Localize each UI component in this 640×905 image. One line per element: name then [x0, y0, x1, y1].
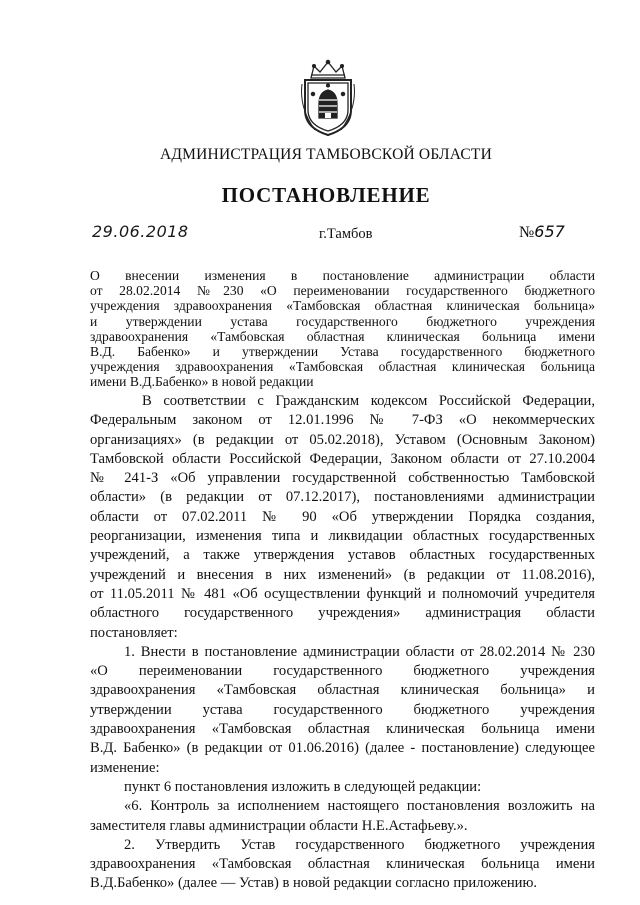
coat-of-arms-emblem [297, 58, 359, 138]
body-line: здравоохранения «Тамбовская областная клиническая больница» и [90, 682, 595, 699]
body-line: Федеральным законом от 12.01.1996 № 7-ФЗ «О некоммерческих [90, 412, 595, 429]
body-line: учреждений, а также утверждения уставов областных государственных [90, 547, 595, 564]
title-line: О внесении изменения в постановление администрации области [90, 268, 595, 283]
title-line: от 28.02.2014 №230 «О переименовании государственного бюджетного [90, 283, 595, 299]
document-date: 29.06.2018 [92, 222, 189, 241]
title-line: здравоохранения «Тамбовская областная клиническая больница имени [90, 328, 595, 344]
body-line: В.Д. Бабенко» (в редакции от 01.06.2016) (далее - постановление) следующее [90, 740, 595, 757]
title-line: учреждения здравоохранения «Тамбовская областная клиническая больница [90, 359, 595, 375]
body-line: от 11.05.2011 № 481 «Об осуществлении функций и полномочий учредителя [90, 585, 595, 602]
document-body [90, 392, 595, 894]
title-line: имени В.Д.Бабенко» в новой редакции [90, 374, 314, 390]
body-line: 2. Утвердить Устав государственного бюджетного учреждения [124, 836, 595, 853]
document-title [90, 268, 595, 390]
body-line: «6. Контроль за исполнением настоящего постановления возложить на [124, 798, 595, 815]
body-line: заместителя главы администрации области Н.Е.Астафьеву.». [90, 817, 468, 834]
body-line: постановляет: [90, 624, 178, 641]
document-number [519, 222, 565, 242]
body-line: В соответствии с Гражданским кодексом Российской Федерации, [142, 393, 595, 409]
body-line: Тамбовской области Российской Федерации, Законом области от 27.10.2004 [90, 450, 595, 467]
body-line: здравоохранения «Тамбовская областная клиническая больница имени [90, 721, 595, 738]
body-line: утверждении устава государственного бюджетного учреждения [90, 701, 595, 718]
title-line: и утверждении устава государственного бюджетного учреждения [90, 313, 595, 329]
title-line: В.Д. Бабенко» и утверждении Устава государственного бюджетного [90, 344, 595, 360]
body-line: реорганизации, изменения типа и ликвидации областных государственных [90, 528, 595, 545]
body-line: учреждений и внесения в них изменений» (в редакции от 11.08.2016), [90, 566, 595, 583]
body-line: области от 07.02.2011 № 90 «Об утверждении Порядка создания, [90, 508, 595, 525]
body-line: изменение: [90, 759, 160, 776]
body-line: пункт 6 постановления изложить в следующей редакции: [124, 778, 482, 795]
body-line: здравоохранения «Тамбовская областная клиническая больница имени [90, 856, 595, 873]
title-line: учреждения здравоохранения «Тамбовская областная клиническая больница» [90, 298, 595, 314]
number-sign: № [519, 224, 535, 241]
body-line: «О переименовании государственного бюджетного учреждения [90, 663, 595, 680]
document-type: ПОСТАНОВЛЕНИЕ [221, 183, 431, 207]
document-city: г.Тамбов [319, 226, 373, 242]
body-line: областного государственного учреждения» администрация области [90, 605, 595, 622]
body-line: № 241-З «Об управлении государственной собственностью Тамбовской [90, 470, 595, 487]
body-line: 1. Внести в постановление администрации области от 28.02.2014 № 230 [124, 643, 595, 660]
body-line: В.Д.Бабенко» (далее — Устав) в новой редакции согласно приложению. [90, 875, 537, 892]
body-line: организациях» (в редакции от 05.02.2018), Уставом (Основным Законом) [90, 431, 595, 448]
body-line: области» (в редакции от 07.12.2017), постановлениями администрации [90, 489, 595, 506]
number-value: 657 [534, 222, 565, 241]
organization-name: АДМИНИСТРАЦИЯ ТАМБОВСКОЙ ОБЛАСТИ [160, 146, 492, 163]
